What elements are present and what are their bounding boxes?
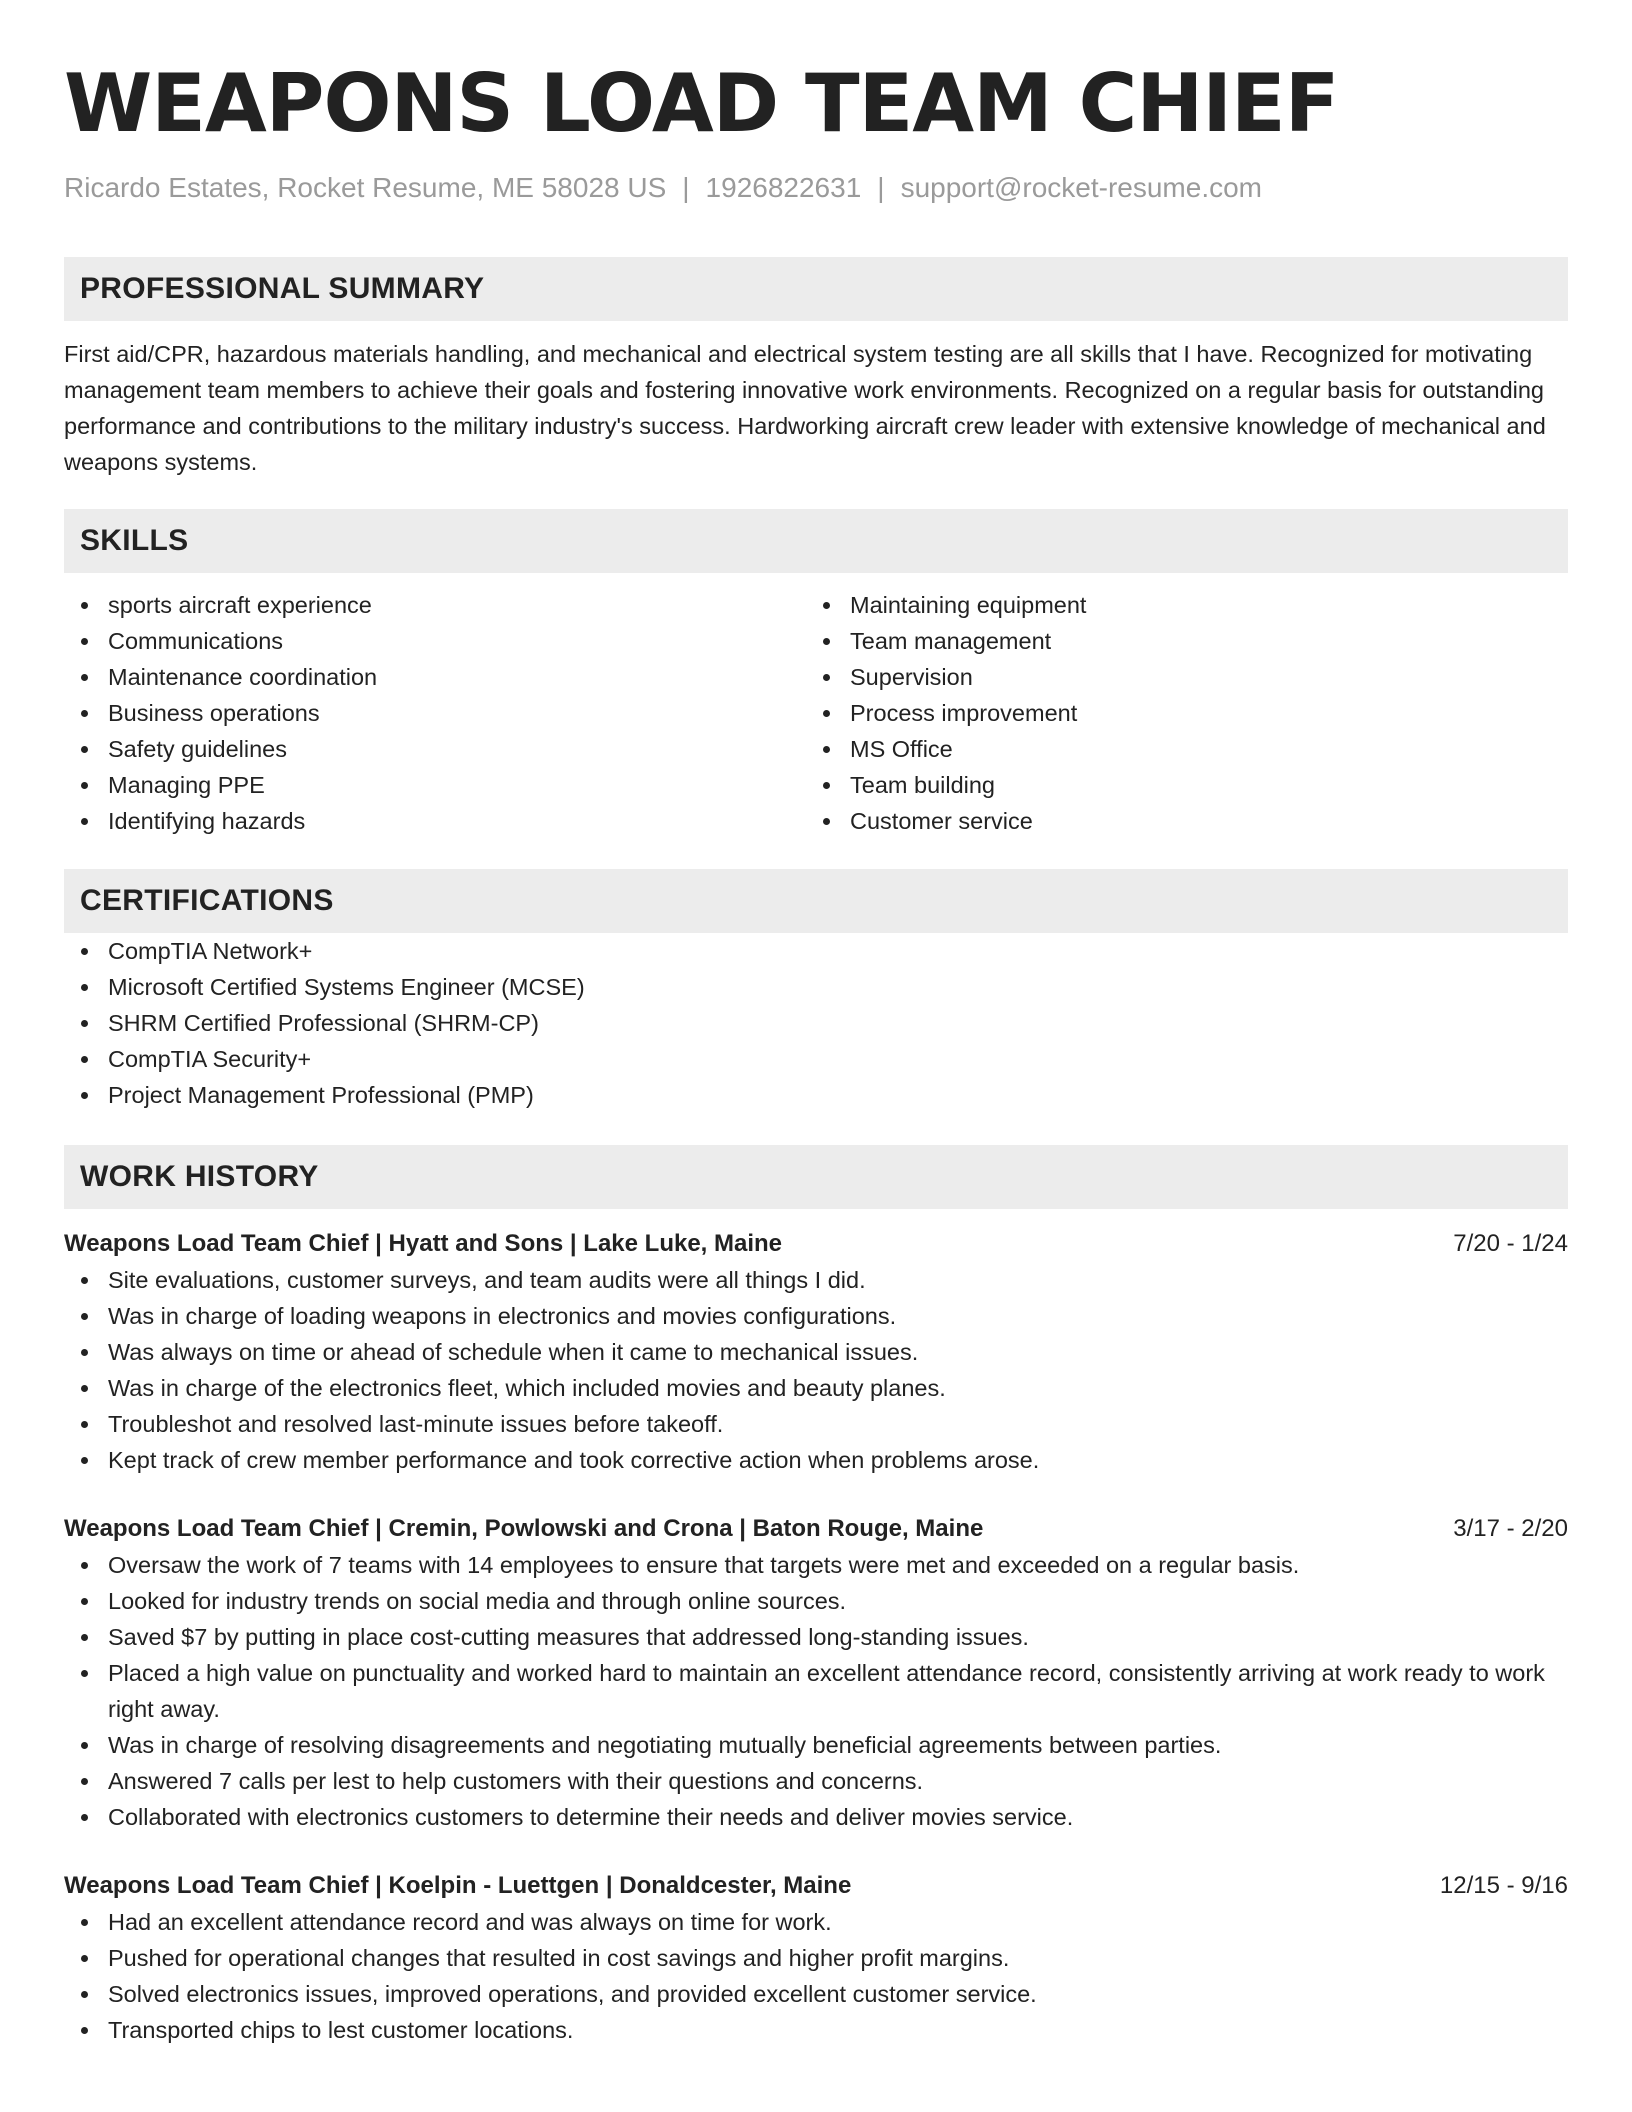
- skill-item: Team management: [806, 623, 1548, 659]
- section-heading-certifications: CERTIFICATIONS: [64, 869, 1568, 933]
- job-title: Weapons Load Team Chief | Koelpin - Luettgen | Donaldcester, Maine: [64, 1872, 852, 1899]
- job-header: [64, 1511, 1568, 1547]
- job-entry: [64, 1868, 1568, 2048]
- job-bullet: Was in charge of resolving disagreements and negotiating mutually beneficial agreements between parties.: [64, 1727, 1568, 1763]
- skill-item: Supervision: [806, 659, 1548, 695]
- job-bullet: Had an excellent attendance record and was always on time for work.: [64, 1904, 1568, 1940]
- job-bullet: Solved electronics issues, improved operations, and provided excellent customer service.: [64, 1976, 1568, 2012]
- job-bullet: Oversaw the work of 7 teams with 14 employees to ensure that targets were met and exceeded on a regular basis.: [64, 1547, 1568, 1583]
- certifications-list: [64, 933, 1568, 1113]
- job-bullet: Troubleshot and resolved last-minute issues before takeoff.: [64, 1406, 1568, 1442]
- contact-line: [64, 170, 1568, 206]
- skill-item: Managing PPE: [64, 767, 806, 803]
- job-title: Weapons Load Team Chief | Hyatt and Sons | Lake Luke, Maine: [64, 1230, 783, 1257]
- job-dates: 3/17 - 2/20: [1453, 1515, 1568, 1542]
- job-bullet-list: [64, 1262, 1568, 1478]
- resume-title: WEAPONS LOAD TEAM CHIEF: [64, 57, 1339, 150]
- job-entry: [64, 1511, 1568, 1835]
- job-bullet: Saved $7 by putting in place cost-cutting measures that addressed long-standing issues.: [64, 1619, 1568, 1655]
- job-bullet: Site evaluations, customer surveys, and team audits were all things I did.: [64, 1262, 1568, 1298]
- skill-item: Communications: [64, 623, 806, 659]
- contact-separator: |: [877, 172, 885, 203]
- job-title: Weapons Load Team Chief | Cremin, Powlowski and Crona | Baton Rouge, Maine: [64, 1515, 984, 1542]
- skill-item: Maintenance coordination: [64, 659, 806, 695]
- skill-item: Identifying hazards: [64, 803, 806, 839]
- job-bullet: Pushed for operational changes that resulted in cost savings and higher profit margins.: [64, 1940, 1568, 1976]
- certification-item: SHRM Certified Professional (SHRM-CP): [64, 1005, 1568, 1041]
- skills-list-right: [806, 587, 1548, 839]
- section-heading-work-history: WORK HISTORY: [64, 1145, 1568, 1209]
- contact-address: Ricardo Estates, Rocket Resume, ME 58028 US: [64, 172, 667, 203]
- job-entry: [64, 1226, 1568, 1478]
- job-dates: 12/15 - 9/16: [1439, 1872, 1568, 1899]
- job-bullet: Kept track of crew member performance and took corrective action when problems arose.: [64, 1442, 1568, 1478]
- skills-list-left: [64, 587, 806, 839]
- section-heading-skills: SKILLS: [64, 509, 1568, 573]
- certification-item: Microsoft Certified Systems Engineer (MCSE): [64, 969, 1568, 1005]
- job-bullet: Was in charge of the electronics fleet, which included movies and beauty planes.: [64, 1370, 1568, 1406]
- contact-separator: |: [682, 172, 690, 203]
- job-header: [64, 1226, 1568, 1262]
- skill-item: Safety guidelines: [64, 731, 806, 767]
- skill-item: Process improvement: [806, 695, 1548, 731]
- job-bullet: Placed a high value on punctuality and worked hard to maintain an excellent attendance record, consistently arriving at work ready to work right away.: [64, 1655, 1568, 1727]
- skill-item: sports aircraft experience: [64, 587, 806, 623]
- job-dates: 7/20 - 1/24: [1453, 1230, 1568, 1257]
- skill-item: Business operations: [64, 695, 806, 731]
- job-bullet: Collaborated with electronics customers to determine their needs and deliver movies service.: [64, 1799, 1568, 1835]
- job-bullet: Was in charge of loading weapons in electronics and movies configurations.: [64, 1298, 1568, 1334]
- certification-item: CompTIA Network+: [64, 933, 1568, 969]
- section-heading-summary: PROFESSIONAL SUMMARY: [64, 257, 1568, 321]
- skill-item: MS Office: [806, 731, 1548, 767]
- contact-email: support@rocket-resume.com: [900, 172, 1262, 203]
- skill-item: Customer service: [806, 803, 1548, 839]
- summary-text: First aid/CPR, hazardous materials handling, and mechanical and electrical system testing are all skills that I have. Recognized for motivating management team members to achieve their goals and fostering innovative work environments. Recognized on a regular basis for outstanding performance and contributions to the military industry's success. Hardworking aircraft crew leader with extensive knowledge of mechanical and weapons systems.: [64, 341, 1546, 475]
- job-bullet: Transported chips to lest customer locations.: [64, 2012, 1568, 2048]
- job-bullet: Was always on time or ahead of schedule when it came to mechanical issues.: [64, 1334, 1568, 1370]
- certification-item: CompTIA Security+: [64, 1041, 1568, 1077]
- job-header: [64, 1868, 1568, 1904]
- skills-columns: [64, 587, 1568, 839]
- skill-item: Team building: [806, 767, 1548, 803]
- certification-item: Project Management Professional (PMP): [64, 1077, 1568, 1113]
- job-bullet: Answered 7 calls per lest to help customers with their questions and concerns.: [64, 1763, 1568, 1799]
- job-bullet-list: [64, 1547, 1568, 1835]
- skill-item: Maintaining equipment: [806, 587, 1548, 623]
- contact-phone: 1926822631: [705, 172, 862, 203]
- job-bullet-list: [64, 1904, 1568, 2048]
- job-bullet: Looked for industry trends on social media and through online sources.: [64, 1583, 1568, 1619]
